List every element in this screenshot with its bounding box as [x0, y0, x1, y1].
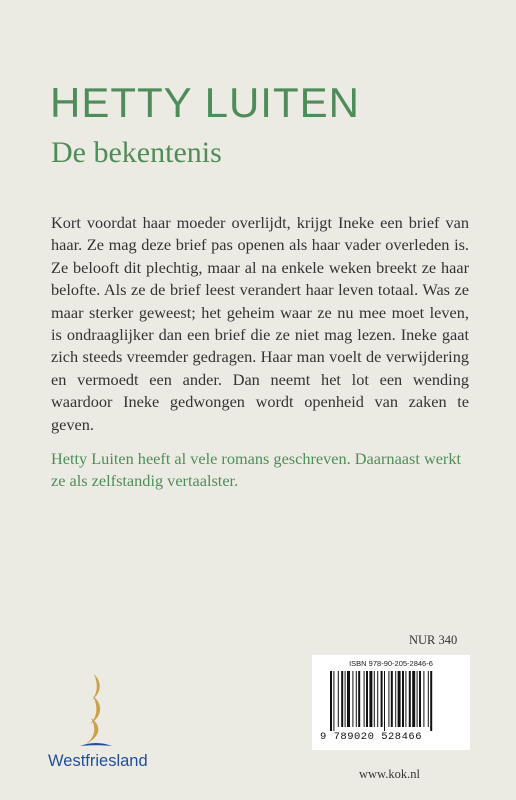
- barcode-bar: [347, 671, 350, 727]
- barcode-bar: [330, 671, 332, 731]
- barcode-bar: [345, 671, 346, 727]
- nur-code: NUR 340: [409, 633, 458, 647]
- barcode-bar: [384, 671, 385, 731]
- barcode-bar: [366, 671, 368, 727]
- barcode-bar: [358, 671, 360, 727]
- barcode-bar: [409, 671, 411, 727]
- barcode-bar: [333, 671, 334, 731]
- barcode-bar: [428, 671, 429, 727]
- barcode-bar: [377, 671, 378, 727]
- barcode-number: 9 789020 528466: [320, 731, 423, 743]
- barcode-bar: [402, 671, 404, 727]
- publisher-url: www.kok.nl: [359, 767, 420, 781]
- barcode-bar: [352, 671, 353, 727]
- westfriesland-logo-icon: [76, 672, 116, 750]
- barcode-bar: [341, 671, 343, 727]
- barcode-bar: [419, 671, 421, 727]
- barcode-bar: [369, 671, 372, 727]
- barcode-bar: [430, 671, 432, 731]
- book-blurb: Kort voordat haar moeder overlijdt, krijgt Ineke een brief van haar. Ze mag deze brief pas openen als haar vader overleden is. Ze belooft dit plechtig, maar al na enkele weken breekt ze haar belofte. Als ze de brief leest verandert haar leven totaal. Was ze maar sterker geweest; het geheim waar ze nu mee moet leven, is ondraaglijker dan een brief die ze niet mag lezen. Ineke gaat zich steeds vreemder gedragen. Haar man voelt de verwijdering en vermoedt een ander. Dan neemt het lot een wending waardoor Ineke gedwongen wordt openheid van zaken te geven.: [51, 213, 469, 434]
- publisher-name: Westfriesland: [48, 752, 148, 770]
- barcode-bar: [412, 671, 415, 727]
- barcode-bar: [338, 671, 339, 727]
- isbn-label: ISBN 978-90-205-2846-6: [349, 659, 433, 668]
- barcode-bar: [398, 671, 401, 727]
- book-title: De bekentenis: [51, 136, 222, 169]
- barcode-bar: [381, 671, 383, 727]
- barcode-bar: [388, 671, 389, 727]
- barcode-panel: [312, 655, 470, 750]
- barcode-image: [330, 671, 460, 731]
- author-bio: Hetty Luiten heeft al vele romans geschreven. Daarnaast werkt ze als zelfstandig vertaalster.: [51, 449, 462, 491]
- barcode-bar: [417, 671, 418, 727]
- barcode-bar: [395, 671, 396, 727]
- barcode-bar: [364, 671, 365, 727]
- author-name: HETTY LUITEN: [50, 79, 360, 126]
- barcode-bar: [356, 671, 357, 727]
- barcode-bar: [391, 671, 393, 727]
- barcode-bar: [423, 671, 424, 727]
- barcode-bar: [405, 671, 406, 727]
- barcode-bar: [374, 671, 375, 727]
